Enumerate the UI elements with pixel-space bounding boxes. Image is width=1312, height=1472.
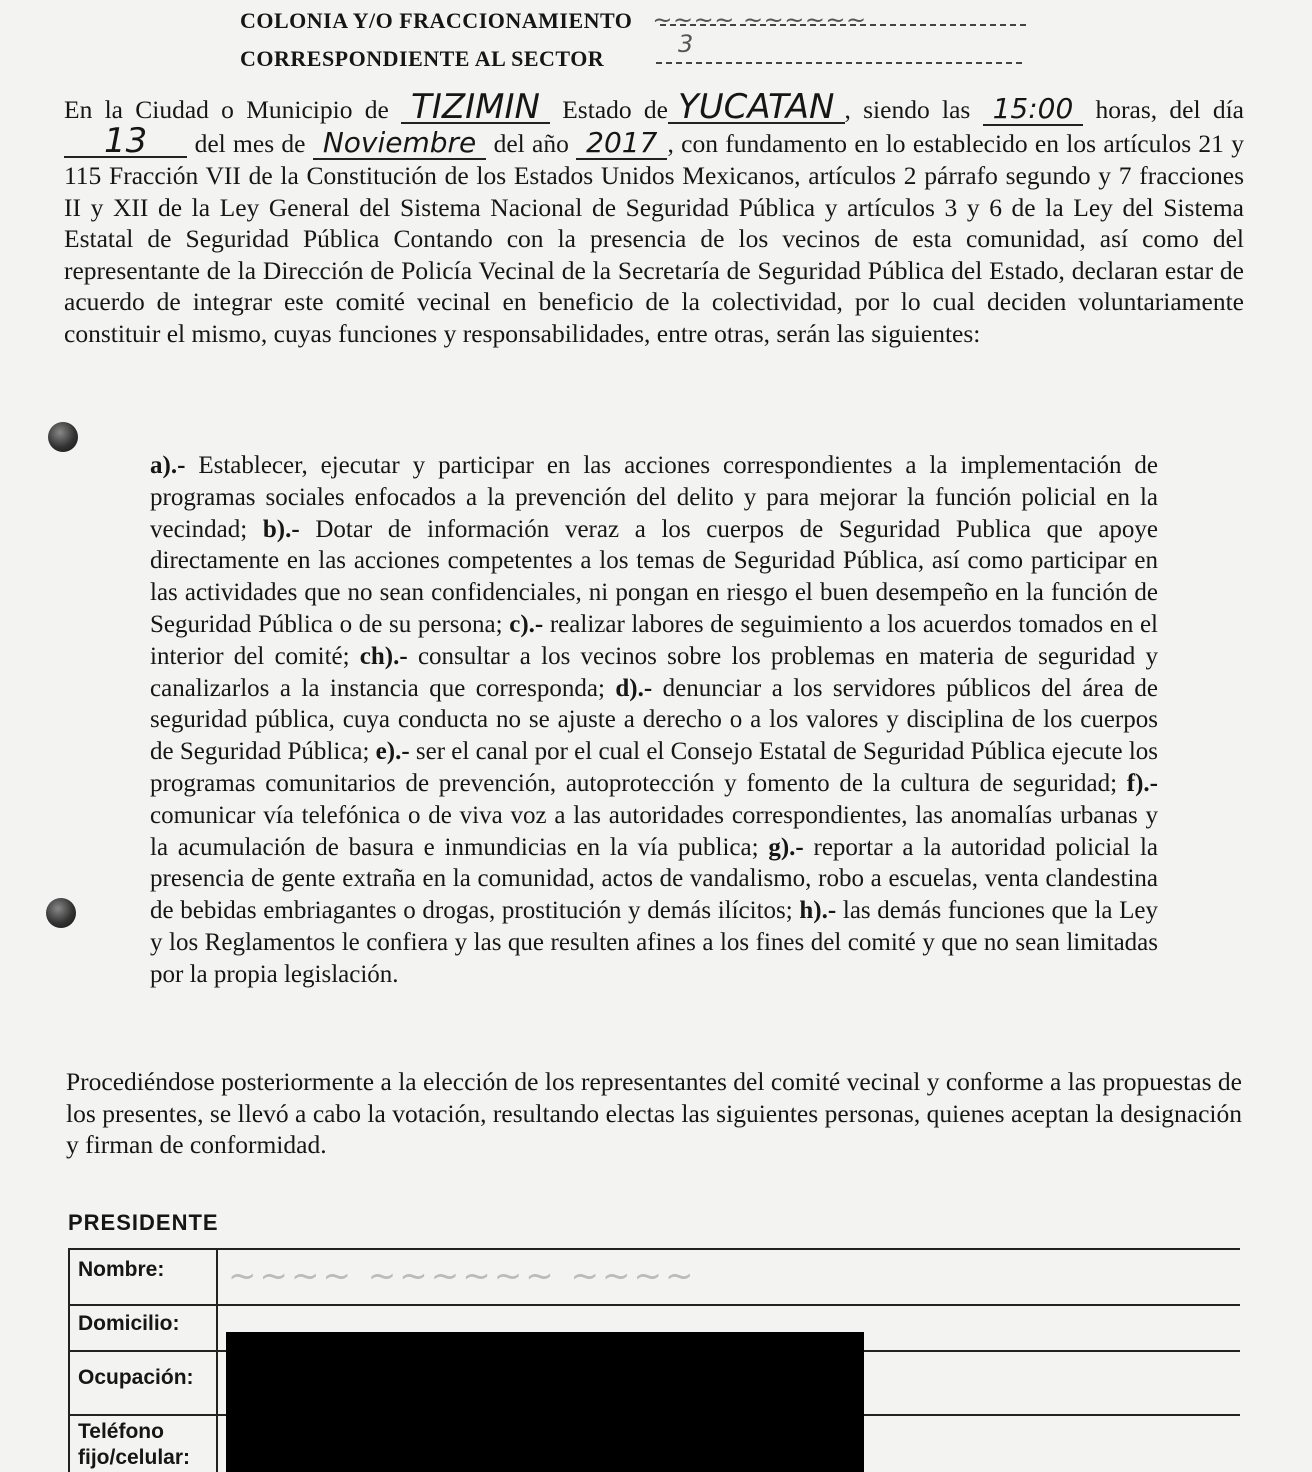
month-value: Noviembre xyxy=(313,128,486,160)
telefono-label-1: Teléfono xyxy=(78,1420,164,1443)
item-h-label: h).- xyxy=(799,897,837,925)
item-e-label: e).- xyxy=(375,738,410,766)
day-value: 13 xyxy=(64,126,187,158)
item-b-text: Dotar de información veraz a los cuerpos de Seguridad Publica que apoye directamente en las acciones competentes a los temas de Seguridad Pública, así como participar en las actividades que no sean confidenciales, ni pongan en riesgo el buen desempeño en la función de Seguridad Pública o de su persona; xyxy=(150,515,1159,638)
item-d-text: denunciar a los servidores públicos del área de seguridad pública, cuya conducta no se ajuste a derecho o a los valores y disciplina de los cuerpos de Seguridad Pública; xyxy=(150,674,1158,766)
closing-paragraph: Procediéndose posteriormente a la elección de los representantes del comité vecinal y conforme a las propuestas de los presentes, se llevó a cabo la votación, resultando electas las siguientes personas, quienes aceptan la designación y firman de conformidad. xyxy=(66,1067,1242,1159)
item-b-label: b).- xyxy=(262,515,300,543)
punch-hole-top xyxy=(48,422,78,452)
colonia-label: COLONIA Y/O FRACCIONAMIENTO xyxy=(240,8,633,33)
state-value: YUCATAN xyxy=(668,92,845,124)
ocupacion-label: Ocupación: xyxy=(78,1366,194,1389)
intro-text-6: del año xyxy=(493,129,569,158)
item-a-text: Establecer, ejecutar y participar en las acciones correspondientes a la implementación de programas sociales enfocados a la prevención del delito y para mejorar la función policial en la vecindad; xyxy=(150,452,1158,543)
item-ch-label: ch).- xyxy=(359,642,408,670)
form-label-divider xyxy=(216,1248,218,1472)
domicilio-label: Domicilio: xyxy=(78,1312,180,1335)
item-f-label: f).- xyxy=(1126,769,1158,797)
punch-hole-bottom xyxy=(46,898,76,928)
intro-text-3: , siendo las xyxy=(844,95,971,124)
hour-value: 15:00 xyxy=(983,94,1084,126)
item-c-text: realizar labores de seguimiento a los acuerdos tomados en el interior del comité; xyxy=(150,610,1159,670)
presidente-title: PRESIDENTE xyxy=(68,1210,219,1235)
city-value: TIZIMIN xyxy=(401,92,550,124)
year-value: 2017 xyxy=(576,128,667,160)
item-h-text: las demás funciones que la Ley y los Reglamentos le confiera y las que resulten afines a los fines del comité y que no sean limitadas por la propia legislación. xyxy=(150,897,1159,988)
intro-text-7: , con fundamento en lo establecido en los artículos 21 y 115 Fracción VII de la Constitución de los Estados Unidos Mexicanos, artículos 2 párrafo segundo y 7 fracciones II y XII de la Ley General del Sistema Nacional de Seguridad Pública y artículos 3 y 6 de la Ley del Sistema Estatal de Seguridad Pública Contando con la presencia de los vecinos de esta comunidad, así como del representante de la Dirección de Policía Vecinal de la Secretaría de Seguridad Pública del Estado, declaran estar de acuerdo de integrar este comité vecinal en beneficio de la colectividad, por lo cual deciden voluntariamente constituir el mismo, cuyas funciones y responsabilidades, entre otras, serán las siguientes: xyxy=(64,129,1244,348)
form-left-border xyxy=(68,1248,70,1472)
intro-paragraph xyxy=(64,87,1244,349)
redaction-box xyxy=(226,1332,864,1472)
item-g-label: g).- xyxy=(768,833,804,861)
telefono-label-2: fijo/celular: xyxy=(78,1446,191,1469)
nombre-label: Nombre: xyxy=(78,1258,165,1281)
item-d-label: d).- xyxy=(615,674,653,702)
item-c-label: c).- xyxy=(509,610,544,638)
intro-text-4: horas, del día xyxy=(1095,95,1244,124)
intro-text-1: En la Ciudad o Municipio de xyxy=(64,95,389,124)
sector-value: 3 xyxy=(678,30,694,58)
nombre-signature: ~~~~ ~~~~~~ ~~~~ xyxy=(228,1256,697,1296)
item-ch-text: consultar a los vecinos sobre los problemas en materia de seguridad y canalizarlos a la instancia que corresponda; xyxy=(150,642,1159,702)
form-row-divider-1 xyxy=(68,1304,1240,1306)
presidente-form xyxy=(68,1248,1240,1472)
intro-text-5: del mes de xyxy=(194,129,306,158)
item-a-label: a).- xyxy=(150,452,186,479)
item-g-text: reportar a la autoridad policial la presencia de gente extraña en la comunidad, actos de vandalismo, robo a escuelas, venta clandestina de bebidas embriagantes o drogas, prostitución y demás ilícitos; xyxy=(150,833,1159,925)
colonia-field xyxy=(240,6,867,34)
functions-paragraph xyxy=(150,450,1158,991)
sector-label: CORRESPONDIENTE AL SECTOR xyxy=(240,46,605,71)
sector-line xyxy=(656,62,1022,64)
colonia-handwriting: ~~~~ ~~~~~~ xyxy=(652,6,867,34)
item-e-text: ser el canal por el cual el Consejo Estatal de Seguridad Pública ejecute los programas comunitarios de prevención, autoprotección y fomento de la cultura de seguridad; xyxy=(150,738,1159,797)
form-top-border xyxy=(68,1248,1240,1250)
intro-text-2: Estado de xyxy=(562,95,668,124)
sector-field xyxy=(240,46,604,72)
item-f-text: comunicar vía telefónica o de viva voz a las autoridades correspondientes, las anomalías urbanas y la acumulación de basura e inmundicias en la vía publica; xyxy=(150,801,1158,861)
colonia-line xyxy=(660,24,1026,26)
